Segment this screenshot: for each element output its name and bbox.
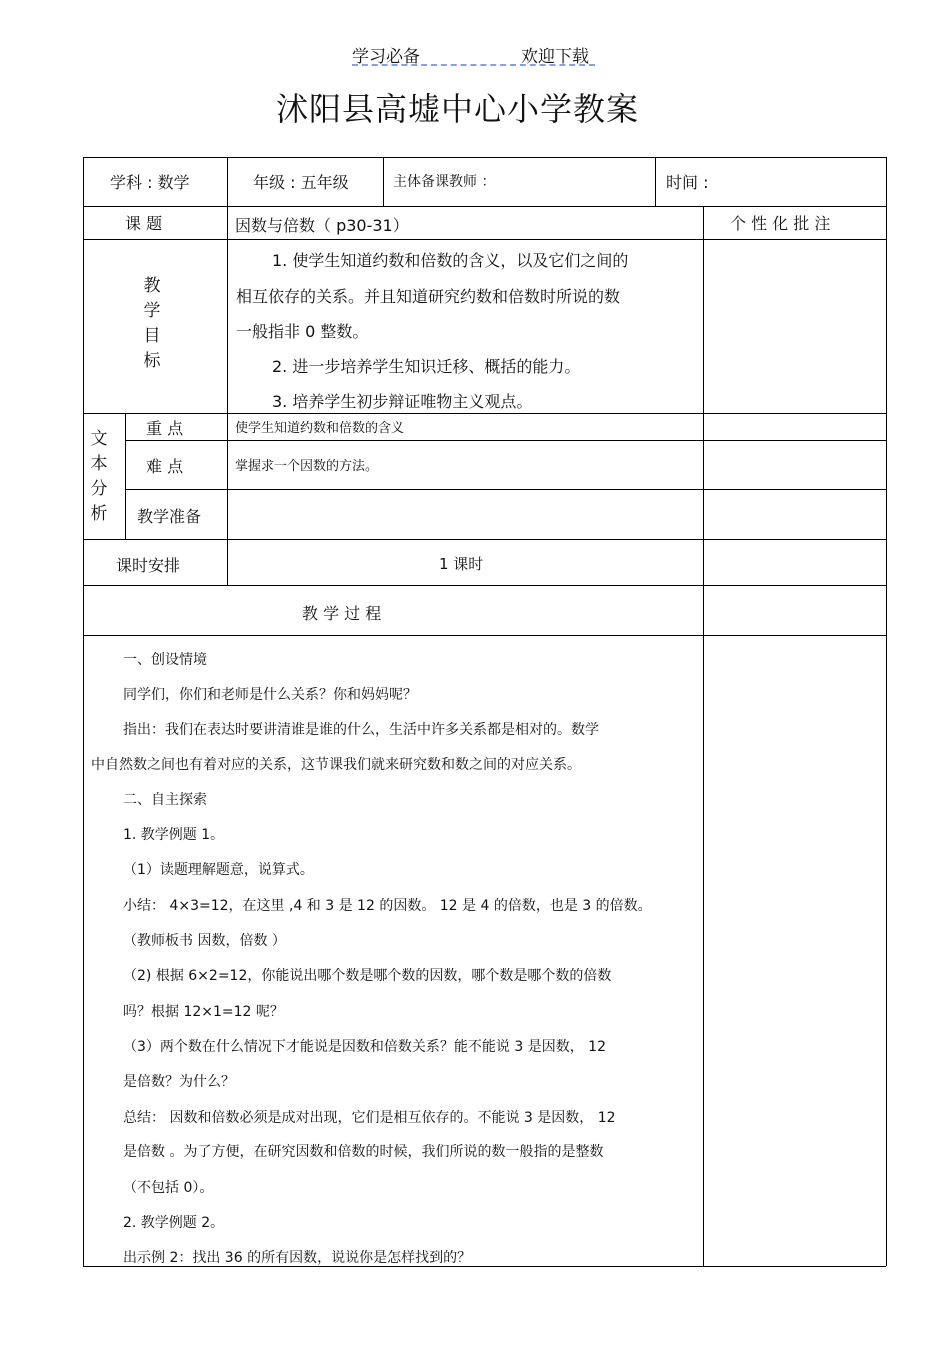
schedule-value: 1 课时: [439, 555, 484, 573]
preparation-label: 教学准备: [137, 507, 202, 526]
process-line: 小结： 4×3=12，在这里 ,4 和 3 是 12 的因数。 12 是 4 的倍数，也是 3 的倍数。: [123, 898, 652, 914]
objective-line-4: 2. 进一步培养学生知识迁移、概括的能力。: [272, 357, 581, 376]
process-line: 同学们，你们和老师是什么关系？你和妈妈呢？: [123, 687, 417, 703]
objectives-label: 教 学 目 标: [143, 276, 161, 371]
process-line: 总结： 因数和倍数必须是成对出现，它们是相互依存的。不能说 3 是因数， 12: [123, 1110, 616, 1126]
header-right-text: 欢迎下载: [521, 47, 589, 67]
difficulty-label: 难 点: [146, 457, 184, 476]
process-line: 2. 教学例题 2。: [123, 1215, 225, 1231]
time-label: 时间 :: [666, 173, 709, 192]
process-line: （1）读题理解题意，说算式。: [123, 862, 314, 878]
process-line: 出示例 2：找出 36 的所有因数，说说你是怎样找到的？: [123, 1250, 472, 1266]
topic-value: 因数与倍数（ p30-31）: [235, 216, 409, 235]
difficulty-value: 掌握求一个因数的方法。: [235, 459, 379, 474]
objective-line-2: 相互依存的关系。并且知道研究约数和倍数时所说的数: [236, 287, 621, 306]
teacher-label: 主体备课教师 ：: [393, 174, 496, 190]
objective-line-3: 一般指非 0 整数。: [236, 322, 369, 341]
objective-line-1: 1. 使学生知道约数和倍数的含义，以及它们之间的: [272, 251, 629, 270]
header-dashed-rule: [352, 64, 595, 66]
header-left-text: 学习必备: [352, 47, 420, 67]
process-title: 教 学 过 程: [302, 604, 382, 623]
page-title: 沭阳县高墟中心小学教案: [275, 90, 639, 128]
schedule-label: 课时安排: [116, 556, 181, 575]
process-line: 是倍数？为什么？: [123, 1074, 235, 1090]
process-line: 是倍数 。为了方便，在研究因数和倍数的时候，我们所说的数一般指的是整数: [123, 1144, 604, 1160]
key-point-value: 使学生知道约数和倍数的含义: [235, 421, 405, 436]
analysis-label: 文 本 分 析: [90, 429, 108, 524]
process-line: （3）两个数在什么情况下才能说是因数和倍数关系？能不能说 3 是因数， 12: [123, 1039, 606, 1055]
process-line: （不包括 0）。: [123, 1180, 214, 1196]
process-line: 1. 教学例题 1。: [123, 827, 225, 843]
process-line: （2) 根据 6×2=12，你能说出哪个数是哪个数的因数，哪个数是哪个数的倍数: [123, 968, 612, 984]
objective-line-5: 3. 培养学生初步辩证唯物主义观点。: [272, 392, 533, 411]
grade-label: 年级 : 五年级: [253, 173, 349, 192]
key-point-label: 重 点: [146, 419, 184, 438]
process-line: 一、创设情境: [123, 652, 207, 668]
process-line: 二、自主探索: [123, 792, 207, 808]
process-line: 吗？根据 12×1=12 呢？: [123, 1004, 284, 1020]
process-line: 中自然数之间也有着对应的关系，这节课我们就来研究数和数之间的对应关系。: [91, 757, 581, 773]
process-line: 指出：我们在表达时要讲清谁是谁的什么，生活中许多关系都是相对的。数学: [123, 722, 599, 738]
topic-label: 课 题: [125, 214, 163, 233]
notes-header: 个 性 化 批 注: [730, 214, 831, 233]
process-line: （教师板书 因数，倍数 ）: [123, 933, 286, 949]
subject-label: 学科 : 数学: [110, 173, 190, 192]
